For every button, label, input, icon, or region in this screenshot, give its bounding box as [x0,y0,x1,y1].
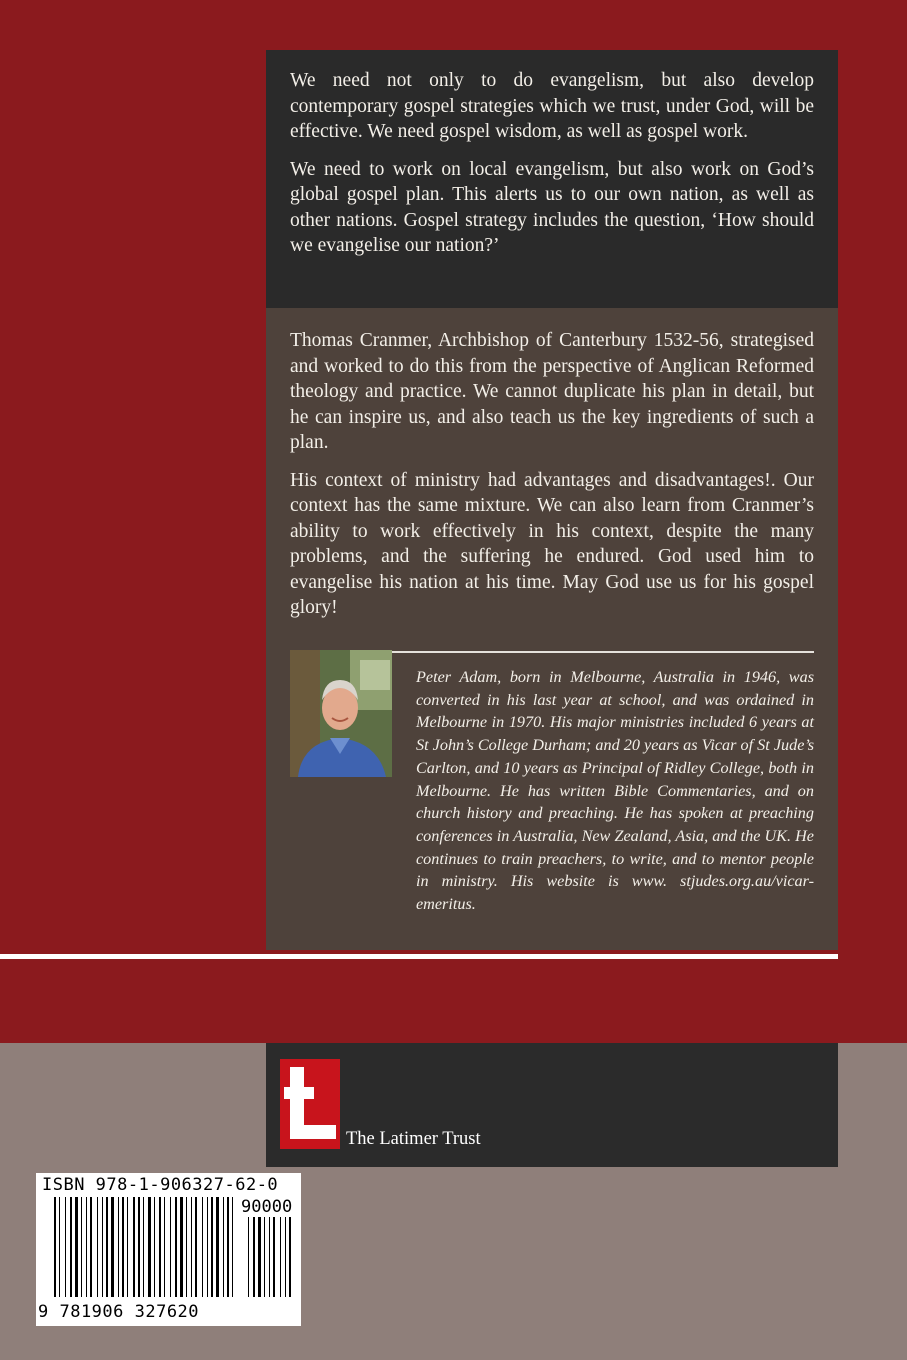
blurb-dark-box [266,50,838,308]
isbn-label: ISBN 978-1-906327-62-0 [42,1175,279,1195]
price-code: 90000 [241,1197,293,1217]
publisher-name: The Latimer Trust [346,1129,481,1149]
publisher-bar [266,1043,838,1167]
author-photo [290,650,392,777]
blurb-paragraph-3: Thomas Cranmer, Archbishop of Canterbury 1532-56, strategised and worked to do this from the perspective of Anglican Reformed theology and practice. We cannot duplicate his plan in detail, but he can inspire us, and also teach us the key ingredients of such a plan. [290,330,814,453]
barcode [36,1173,301,1326]
blurb-paragraph-2: We need to work on local evangelism, but also work on God’s global gospel plan. This alerts us to our own nation, as well as other nations. Gospel strategy includes the question, ‘How should we evangelise our nation?’ [290,158,814,256]
ean-number: 9 781906 327620 [38,1302,200,1322]
latimer-trust-logo [280,1059,340,1149]
barcode-bars [54,1197,294,1302]
white-stripe [0,954,838,959]
author-bio: Peter Adam, born in Melbourne, Australia in 1946, was converted in his last year at school, and was ordained in Melbourne in 1970. His major ministries included 6 years at St John’s College Durham; and 20 years as Vicar of St Jude’s Carlton, and 10 years as Principal of Ridley College, both in Melbourne. He has written Bible Commentaries, and on church history and preaching. He has spoken at preaching conferences in Australia, New Zealand, Asia, and the UK. He continues to train preachers, to write, and to mentor people in ministry. His website is www. stjudes.org.au/vicar-emeritus. [416,668,814,914]
blurb-paragraph-4: His context of ministry had advantages and disadvantages!. Our context has the same mixture. We can also learn from Cranmer’s ability to work effectively in his context, despite the many problems, and the suffering he endured. God used him to evangelise his nation at his time. May God use us for his gospel glory! [290,469,814,618]
blurb-paragraph-1: We need not only to do evangelism, but also develop contemporary gospel strategies which we trust, under God, will be effective. We need gospel wisdom, as well as gospel work. [290,70,814,142]
